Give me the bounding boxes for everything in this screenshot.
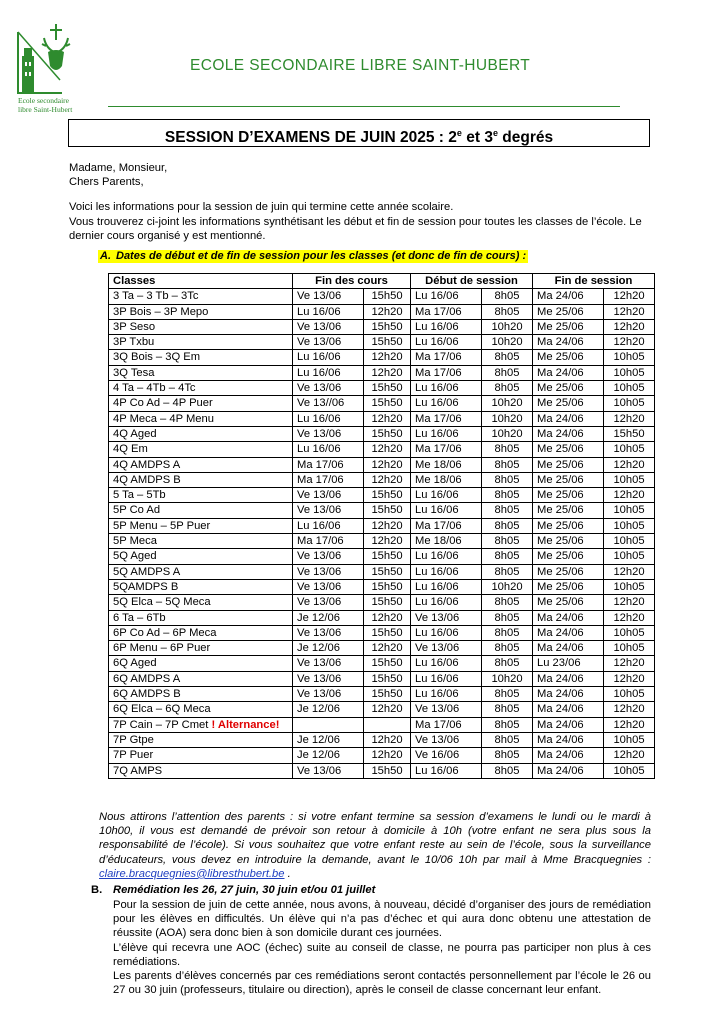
table-cell: Me 25/06	[533, 350, 604, 365]
table-cell: 12h20	[364, 304, 411, 319]
table-cell: Ma 24/06	[533, 411, 604, 426]
table-row	[109, 503, 655, 518]
table-cell: 15h50	[364, 564, 411, 579]
table-cell: 7P Puer	[109, 748, 293, 763]
table-cell: Ve 13/06	[293, 595, 364, 610]
intro-text	[69, 161, 649, 243]
table-cell: 3 Ta – 3 Tb – 3Tc	[109, 289, 293, 304]
table-cell: 12h20	[364, 472, 411, 487]
remediation-text	[113, 898, 651, 997]
table-cell: Me 25/06	[533, 518, 604, 533]
paragraph: Les parents d’élèves concernés par ces remédiations seront contactés personnellement par l’école le 26 ou 27 ou 30 juin (professeurs, titulaire ou direction), après le conseil de classe concernant leur enfant.	[113, 970, 651, 997]
table-cell: 6P Co Ad – 6P Meca	[109, 625, 293, 640]
table-row	[109, 702, 655, 717]
table-cell: Lu 16/06	[293, 365, 364, 380]
table-cell: 8h05	[482, 687, 533, 702]
table-cell: 12h20	[604, 488, 655, 503]
table-cell: Ve 13/06	[411, 641, 482, 656]
table-cell: 8h05	[482, 595, 533, 610]
table-cell: 12h20	[364, 518, 411, 533]
table-cell: Lu 16/06	[411, 579, 482, 594]
table-cell: Me 18/06	[411, 457, 482, 472]
table-cell: Ma 24/06	[533, 671, 604, 686]
table-cell: Ve 13/06	[411, 702, 482, 717]
table-cell: Lu 16/06	[293, 518, 364, 533]
table-cell: 10h20	[482, 426, 533, 441]
table-cell: 8h05	[482, 289, 533, 304]
table-cell: Ve 13/06	[293, 488, 364, 503]
table-cell: Lu 16/06	[411, 564, 482, 579]
table-cell: 4Q AMDPS A	[109, 457, 293, 472]
table-cell: 4P Co Ad – 4P Puer	[109, 396, 293, 411]
table-cell: Lu 16/06	[293, 442, 364, 457]
table-cell: Ma 17/06	[293, 457, 364, 472]
table-cell: 12h20	[604, 564, 655, 579]
table-row	[109, 488, 655, 503]
table-cell: Lu 16/06	[411, 656, 482, 671]
table-cell: 5P Menu – 5P Puer	[109, 518, 293, 533]
table-row	[109, 534, 655, 549]
table-cell	[293, 717, 364, 732]
table-cell: Lu 16/06	[411, 503, 482, 518]
table-cell: Me 25/06	[533, 319, 604, 334]
table-cell	[109, 717, 293, 732]
table-cell: 8h05	[482, 625, 533, 640]
col-header: Classes	[109, 274, 293, 289]
table-cell: 12h20	[604, 748, 655, 763]
table-cell: Je 12/06	[293, 610, 364, 625]
table-cell: 15h50	[364, 319, 411, 334]
table-cell: 5 Ta – 5Tb	[109, 488, 293, 503]
intro-line: Vous trouverez ci-joint les informations synthétisant les début et fin de session pour toutes les classes de l’école. Le dernier cours organisé y est mentionné.	[69, 215, 642, 242]
table-cell: Ve 13/06	[293, 289, 364, 304]
table-cell: 10h20	[482, 579, 533, 594]
table-row	[109, 472, 655, 487]
table-cell: Ma 17/06	[411, 350, 482, 365]
table-cell: 15h50	[364, 671, 411, 686]
table-cell: 12h20	[604, 717, 655, 732]
table-cell: 6Q AMDPS B	[109, 687, 293, 702]
table-cell: Ma 24/06	[533, 687, 604, 702]
greeting: Chers Parents,	[69, 176, 144, 189]
table-cell: Ve 13/06	[411, 732, 482, 747]
table-cell: 12h20	[604, 335, 655, 350]
table-cell: 10h05	[604, 472, 655, 487]
table-cell: 12h20	[604, 671, 655, 686]
table-cell: Ve 13/06	[293, 319, 364, 334]
col-header: Début de session	[411, 274, 533, 289]
email-link[interactable]: claire.bracquegnies@libresthubert.be	[99, 867, 285, 880]
class-name: 7P Cain – 7P Cmet	[113, 718, 209, 731]
table-cell: 3Q Tesa	[109, 365, 293, 380]
table-cell: 3P Seso	[109, 319, 293, 334]
greeting: Madame, Monsieur,	[69, 162, 168, 174]
table-cell: 10h05	[604, 381, 655, 396]
table-cell: Ve 13/06	[293, 381, 364, 396]
table-cell: Ve 13/06	[293, 549, 364, 564]
table-cell: 8h05	[482, 717, 533, 732]
table-cell: Ma 24/06	[533, 289, 604, 304]
logo-caption: Ecole secondaire libre Saint-Hubert	[18, 96, 73, 114]
table-cell: 15h50	[364, 595, 411, 610]
table-cell: 6Q Aged	[109, 656, 293, 671]
table-cell: 5Q Aged	[109, 549, 293, 564]
table-cell: Ma 17/06	[411, 304, 482, 319]
table-cell: 10h20	[482, 319, 533, 334]
session-table	[108, 273, 655, 779]
table-cell: 10h05	[604, 503, 655, 518]
table-cell: Lu 16/06	[411, 381, 482, 396]
table-cell: Ma 17/06	[411, 411, 482, 426]
table-cell: 10h05	[604, 641, 655, 656]
table-row	[109, 687, 655, 702]
table-cell: 8h05	[482, 732, 533, 747]
table-cell: Ma 17/06	[411, 518, 482, 533]
table-cell: Me 25/06	[533, 381, 604, 396]
table-row	[109, 442, 655, 457]
table-cell: Ma 24/06	[533, 641, 604, 656]
table-cell: 8h05	[482, 350, 533, 365]
table-cell: Ma 24/06	[533, 732, 604, 747]
table-cell: 15h50	[364, 396, 411, 411]
table-cell: 3Q Bois – 3Q Em	[109, 350, 293, 365]
table-cell: Me 25/06	[533, 488, 604, 503]
table-row	[109, 350, 655, 365]
table-cell: 8h05	[482, 610, 533, 625]
table-cell: 12h20	[364, 748, 411, 763]
table-row	[109, 457, 655, 472]
table-cell: 8h05	[482, 518, 533, 533]
table-cell: Ma 24/06	[533, 610, 604, 625]
table-cell: Me 25/06	[533, 595, 604, 610]
table-cell: 4Q Em	[109, 442, 293, 457]
table-cell: Ve 13/06	[293, 426, 364, 441]
table-cell: 8h05	[482, 702, 533, 717]
table-cell: 5QAMDPS B	[109, 579, 293, 594]
table-cell: Lu 16/06	[411, 289, 482, 304]
table-cell: 8h05	[482, 763, 533, 778]
table-cell: Ma 24/06	[533, 365, 604, 380]
table-cell: 10h05	[604, 763, 655, 778]
section-a-heading: A. Dates de début et de fin de session pour les classes (et donc de fin de cours) :	[100, 250, 527, 262]
table-cell: 10h20	[482, 335, 533, 350]
table-cell: 10h05	[604, 579, 655, 594]
table-cell: Ma 17/06	[411, 442, 482, 457]
table-cell: 10h05	[604, 365, 655, 380]
table-row	[109, 564, 655, 579]
table-row	[109, 289, 655, 304]
table-cell: Me 18/06	[411, 472, 482, 487]
table-cell: Me 25/06	[533, 457, 604, 472]
table-cell: 8h05	[482, 488, 533, 503]
table-cell: 8h05	[482, 564, 533, 579]
table-cell: Ve 13/06	[293, 625, 364, 640]
table-cell: 10h05	[604, 732, 655, 747]
table-cell: 12h20	[604, 457, 655, 472]
table-cell: Lu 16/06	[411, 763, 482, 778]
table-cell: 8h05	[482, 472, 533, 487]
table-cell: 15h50	[364, 549, 411, 564]
table-cell: Me 25/06	[533, 503, 604, 518]
table-cell: 8h05	[482, 457, 533, 472]
table-cell: 15h50	[364, 335, 411, 350]
table-cell: 15h50	[364, 503, 411, 518]
table-cell: Je 12/06	[293, 702, 364, 717]
parents-note: Nous attirons l’attention des parents : si votre enfant termine sa session d’examens le lundi ou le mardi à 10h00, il vous est demandé de prévoir son retour à domicile à 10h (votre enfant ne sera plus sous la responsabilité de l’école). Si vous souhaitez que votre enfant reste au sein de l’école, sous la surveillance d’éducateurs, vous devez en introduire la demande, avant le 10/06 10h par mail à Mme Bracquegnies : claire.bracquegnies@libresthubert.be .	[99, 811, 651, 880]
alternance-label: ! Alternance!	[211, 718, 280, 731]
table-cell: 5Q AMDPS A	[109, 564, 293, 579]
table-cell: Ma 17/06	[293, 472, 364, 487]
table-cell: Lu 16/06	[411, 488, 482, 503]
table-cell: 15h50	[364, 763, 411, 778]
table-cell: 10h05	[604, 625, 655, 640]
table-row	[109, 579, 655, 594]
table-cell: 8h05	[482, 534, 533, 549]
document-title: SESSION D’EXAMENS DE JUIN 2025 : 2e et 3e degrés	[68, 119, 650, 147]
table-cell: 12h20	[604, 411, 655, 426]
table-cell: Me 25/06	[533, 396, 604, 411]
table-cell: 8h05	[482, 748, 533, 763]
table-cell: Ve 13/06	[293, 579, 364, 594]
table-cell: Me 25/06	[533, 564, 604, 579]
table-cell: 8h05	[482, 656, 533, 671]
table-cell: 6Q Elca – 6Q Meca	[109, 702, 293, 717]
table-row	[109, 625, 655, 640]
table-cell: 12h20	[364, 457, 411, 472]
table-cell: 12h20	[364, 641, 411, 656]
table-header-row	[109, 274, 655, 289]
table-cell	[364, 717, 411, 732]
table-cell: 5P Meca	[109, 534, 293, 549]
table-cell: Ma 24/06	[533, 717, 604, 732]
table-cell: 3P Bois – 3P Mepo	[109, 304, 293, 319]
table-cell: Je 12/06	[293, 732, 364, 747]
table-row	[109, 656, 655, 671]
table-row	[109, 610, 655, 625]
table-cell: 12h20	[364, 350, 411, 365]
table-cell: Lu 16/06	[411, 319, 482, 334]
table-cell: Ve 13/06	[293, 564, 364, 579]
table-cell: 4 Ta – 4Tb – 4Tc	[109, 381, 293, 396]
table-cell: Lu 16/06	[293, 411, 364, 426]
table-cell: 6P Menu – 6P Puer	[109, 641, 293, 656]
table-cell: 4Q Aged	[109, 426, 293, 441]
table-cell: 12h20	[604, 595, 655, 610]
table-cell: 6 Ta – 6Tb	[109, 610, 293, 625]
table-cell: Me 25/06	[533, 442, 604, 457]
table-cell: 15h50	[604, 426, 655, 441]
table-row	[109, 381, 655, 396]
table-cell: Lu 16/06	[411, 625, 482, 640]
table-cell: Ma 24/06	[533, 426, 604, 441]
table-cell: Ve 13/06	[293, 671, 364, 686]
table-cell: 12h20	[364, 365, 411, 380]
table-cell: Je 12/06	[293, 748, 364, 763]
table-cell: Ma 24/06	[533, 748, 604, 763]
table-cell: 8h05	[482, 381, 533, 396]
paragraph: Pour la session de juin de cette année, nous avons, à nouveau, décidé d’organiser des jours de remédiation pour les élèves en difficultés. Un élève qui n’a pas d’échec et qui aura donc obtenu une attestation de réussite (AOA) sera donc bien à son domicile durant ces journées.	[113, 899, 651, 940]
table-cell: 10h05	[604, 396, 655, 411]
table-cell: 12h20	[604, 610, 655, 625]
table-cell: 15h50	[364, 687, 411, 702]
table-cell: Lu 16/06	[411, 549, 482, 564]
table-cell: 10h05	[604, 350, 655, 365]
table-cell: Ma 24/06	[533, 625, 604, 640]
table-cell: 8h05	[482, 442, 533, 457]
table-cell: Lu 16/06	[411, 335, 482, 350]
table-cell: 15h50	[364, 381, 411, 396]
table-row	[109, 396, 655, 411]
table-cell: Ma 24/06	[533, 763, 604, 778]
table-cell: 8h05	[482, 549, 533, 564]
table-cell: Ma 17/06	[293, 534, 364, 549]
table-cell: 12h20	[604, 319, 655, 334]
table-cell: 10h20	[482, 396, 533, 411]
table-cell: 15h50	[364, 625, 411, 640]
table-cell: 12h20	[604, 304, 655, 319]
table-cell: 7P Gtpe	[109, 732, 293, 747]
table-cell: Ma 24/06	[533, 335, 604, 350]
table-cell: Lu 16/06	[411, 671, 482, 686]
section-b-heading: B. Remédiation les 26, 27 juin, 30 juin et/ou 01 juillet	[91, 884, 376, 896]
table-cell: 10h05	[604, 442, 655, 457]
table-row	[109, 641, 655, 656]
table-cell: Me 25/06	[533, 549, 604, 564]
table-cell: Lu 16/06	[411, 687, 482, 702]
table-cell: 3P Txbu	[109, 335, 293, 350]
table-cell: 15h50	[364, 426, 411, 441]
table-cell: 15h50	[364, 656, 411, 671]
header-divider	[108, 106, 620, 107]
table-cell: Me 25/06	[533, 304, 604, 319]
table-cell: Me 25/06	[533, 472, 604, 487]
table-row	[109, 717, 655, 732]
table-cell: 7Q AMPS	[109, 763, 293, 778]
table-cell: 4Q AMDPS B	[109, 472, 293, 487]
table-cell: 10h05	[604, 518, 655, 533]
table-row	[109, 748, 655, 763]
table-cell: 12h20	[604, 702, 655, 717]
table-cell: Ma 17/06	[411, 365, 482, 380]
table-cell: 12h20	[364, 610, 411, 625]
table-cell: Ve 16/06	[411, 748, 482, 763]
table-cell: Lu 23/06	[533, 656, 604, 671]
table-cell: 4P Meca – 4P Menu	[109, 411, 293, 426]
table-row	[109, 763, 655, 778]
table-cell: 15h50	[364, 488, 411, 503]
table-row	[109, 518, 655, 533]
table-cell: 15h50	[364, 289, 411, 304]
table-row	[109, 304, 655, 319]
table-cell: 12h20	[364, 442, 411, 457]
table-cell: Lu 16/06	[411, 595, 482, 610]
table-cell: 12h20	[604, 289, 655, 304]
table-cell: Lu 16/06	[411, 426, 482, 441]
table-cell: Ve 13/06	[293, 656, 364, 671]
table-cell: 10h05	[604, 549, 655, 564]
col-header: Fin de session	[533, 274, 655, 289]
table-cell: Ve 13/06	[293, 687, 364, 702]
table-row	[109, 549, 655, 564]
paragraph: L’élève qui recevra une AOC (échec) suite au conseil de classe, ne pourra pas participer non plus à ces remédiations.	[113, 941, 651, 968]
table-cell: 8h05	[482, 365, 533, 380]
table-cell: Ma 24/06	[533, 702, 604, 717]
table-cell: Lu 16/06	[293, 304, 364, 319]
table-cell: Ve 13/06	[293, 763, 364, 778]
table-cell: 10h20	[482, 411, 533, 426]
table-cell: 12h20	[604, 656, 655, 671]
table-cell: 5P Co Ad	[109, 503, 293, 518]
table-cell: 12h20	[364, 534, 411, 549]
table-cell: Me 25/06	[533, 534, 604, 549]
table-cell: 8h05	[482, 641, 533, 656]
table-cell: 12h20	[364, 702, 411, 717]
table-cell: 8h05	[482, 304, 533, 319]
table-row	[109, 671, 655, 686]
table-cell: 15h50	[364, 579, 411, 594]
table-cell: 6Q AMDPS A	[109, 671, 293, 686]
table-cell: 12h20	[364, 411, 411, 426]
table-cell: Ve 13/06	[293, 503, 364, 518]
table-row	[109, 365, 655, 380]
table-cell: 5Q Elca – 5Q Meca	[109, 595, 293, 610]
table-cell: 10h20	[482, 671, 533, 686]
table-cell: Lu 16/06	[293, 350, 364, 365]
table-cell: Je 12/06	[293, 641, 364, 656]
table-row	[109, 335, 655, 350]
table-cell: Ve 13/06	[411, 610, 482, 625]
table-row	[109, 319, 655, 334]
table-row	[109, 595, 655, 610]
table-cell: 10h05	[604, 534, 655, 549]
table-cell: Ve 13//06	[293, 396, 364, 411]
table-row	[109, 411, 655, 426]
table-cell: Ve 13/06	[293, 335, 364, 350]
table-row	[109, 426, 655, 441]
school-name: ECOLE SECONDAIRE LIBRE SAINT-HUBERT	[190, 57, 531, 74]
table-cell: 12h20	[364, 732, 411, 747]
table-cell: Lu 16/06	[411, 396, 482, 411]
intro-line: Voici les informations pour la session de juin qui termine cette année scolaire.	[69, 201, 454, 214]
table-row	[109, 732, 655, 747]
table-cell: Ma 17/06	[411, 717, 482, 732]
table-cell: Me 18/06	[411, 534, 482, 549]
table-cell: 8h05	[482, 503, 533, 518]
table-cell: Me 25/06	[533, 579, 604, 594]
col-header: Fin des cours	[293, 274, 411, 289]
table-cell: 10h05	[604, 687, 655, 702]
